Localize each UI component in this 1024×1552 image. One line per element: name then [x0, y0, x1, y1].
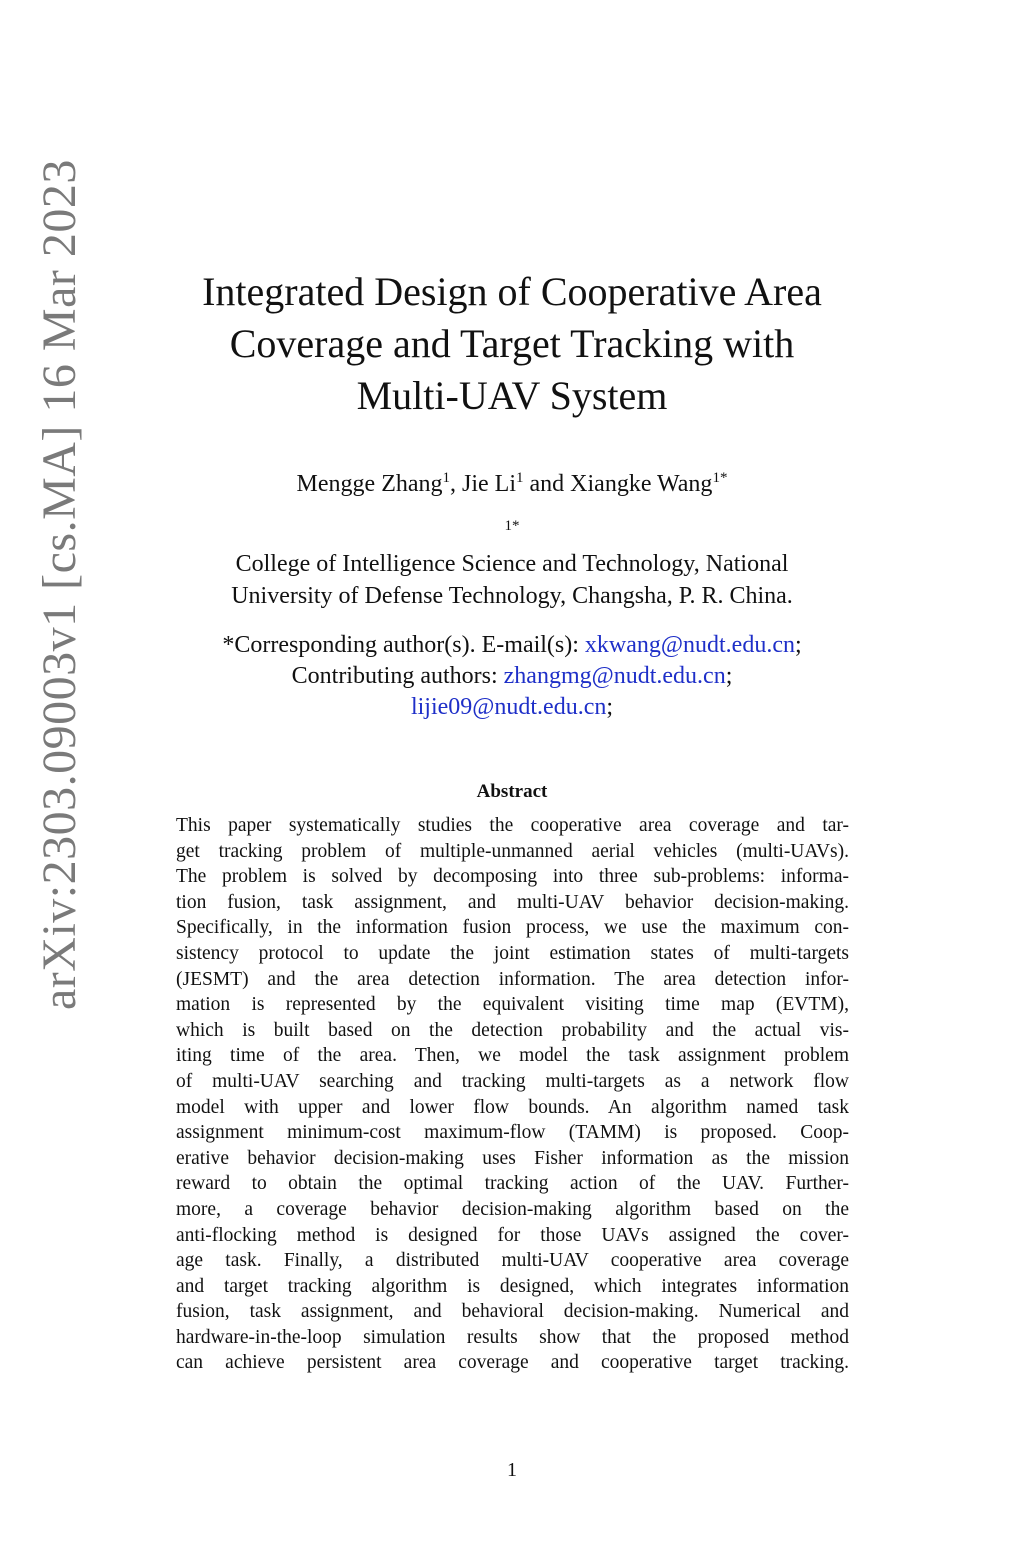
contributing-email-link[interactable]: lijie09@nudt.edu.cn: [410, 694, 607, 720]
author-list: [150, 462, 874, 500]
punctuation: ;: [725, 663, 733, 689]
abstract-line: Specifically, in the information fusion process, we use the maximum con-: [176, 917, 849, 939]
contributing-email-link[interactable]: zhangmg@nudt.edu.cn: [503, 663, 726, 689]
author-separator: and: [523, 471, 571, 497]
abstract-line: anti-flocking method is designed for those UAVs assigned the cover-: [176, 1224, 849, 1246]
abstract-line: tion fusion, task assignment, and multi-UAV behavior decision-making.: [176, 891, 849, 913]
paper-title: [150, 266, 874, 422]
punctuation: ;: [606, 694, 614, 720]
contributing-authors-line: [150, 692, 874, 723]
abstract-line: model with upper and lower flow bounds. An algorithm named task: [176, 1096, 849, 1118]
abstract-line: and target tracking algorithm is designed, which integrates information: [176, 1275, 849, 1297]
abstract-line: get tracking problem of multiple-unmanned aerial vehicles (multi-UAVs).: [176, 840, 849, 862]
author-separator: ,: [450, 471, 463, 497]
abstract-line: iting time of the area. Then, we model the task assignment problem: [176, 1045, 849, 1067]
punctuation: ;: [794, 632, 802, 658]
affiliation-line: [150, 510, 874, 580]
abstract-line: age task. Finally, a distributed multi-UAV cooperative area coverage: [176, 1250, 849, 1272]
corresponding-author-line: [150, 630, 874, 661]
affiliation-mark: 1*: [712, 470, 728, 486]
title-line: Integrated Design of Cooperative Area: [202, 269, 822, 314]
abstract-line: of multi-UAV searching and tracking multi-targets as a network flow: [176, 1070, 849, 1092]
abstract-line: can achieve persistent area coverage and cooperative target tracking.: [176, 1352, 849, 1374]
abstract-line: fusion, task assignment, and behavioral decision-making. Numerical and: [176, 1301, 849, 1323]
abstract-line: reward to obtain the optimal tracking action of the UAV. Further-: [176, 1173, 849, 1195]
arxiv-identifier-stamp: arXiv:2303.09003v1 [cs.MA] 16 Mar 2023: [33, 159, 86, 1010]
affiliation-mark: 1: [442, 470, 451, 486]
page-number: 1: [507, 1459, 517, 1481]
abstract-line: The problem is solved by decomposing into three sub-problems: informa-: [176, 866, 849, 888]
abstract-line: sistency protocol to update the joint estimation states of multi-targets: [176, 942, 849, 964]
affiliation: [150, 510, 874, 612]
abstract-line: This paper systematically studies the cooperative area coverage and tar-: [176, 815, 849, 836]
author-name: Jie Li: [462, 471, 517, 497]
title-line: Multi-UAV System: [356, 373, 668, 418]
contributing-authors-line: [150, 661, 874, 692]
author-name: Xiangke Wang: [570, 471, 713, 497]
author-name: Mengge Zhang: [296, 471, 443, 497]
contact-info: [150, 630, 874, 723]
corresponding-label: *Corresponding author(s). E-mail(s):: [222, 632, 585, 658]
affiliation-line: University of Defense Technology, Changsha, P. R. China.: [231, 583, 793, 609]
affiliation-text: College of Intelligence Science and Technology, National: [235, 551, 789, 577]
abstract-line: mation is represented by the equivalent visiting time map (EVTM),: [176, 994, 849, 1016]
affiliation-mark: 1: [516, 470, 524, 486]
abstract-heading: Abstract: [476, 781, 548, 802]
corresponding-email-link[interactable]: xkwang@nudt.edu.cn: [584, 632, 795, 658]
abstract-body: [176, 813, 849, 1376]
abstract-line: more, a coverage behavior decision-making algorithm based on the: [176, 1198, 849, 1220]
affiliation-mark: 1*: [504, 518, 520, 534]
abstract-line: assignment minimum-cost maximum-flow (TAMM) is proposed. Coop-: [176, 1122, 849, 1144]
title-line: Coverage and Target Tracking with: [229, 321, 795, 366]
contributing-label: Contributing authors:: [291, 663, 504, 689]
abstract-line: hardware-in-the-loop simulation results show that the proposed method: [176, 1326, 849, 1348]
abstract-line: (JESMT) and the area detection information. The area detection infor-: [176, 968, 849, 990]
abstract-line: erative behavior decision-making uses Fisher information as the mission: [176, 1147, 849, 1169]
abstract-line: which is built based on the detection probability and the actual vis-: [176, 1019, 849, 1041]
